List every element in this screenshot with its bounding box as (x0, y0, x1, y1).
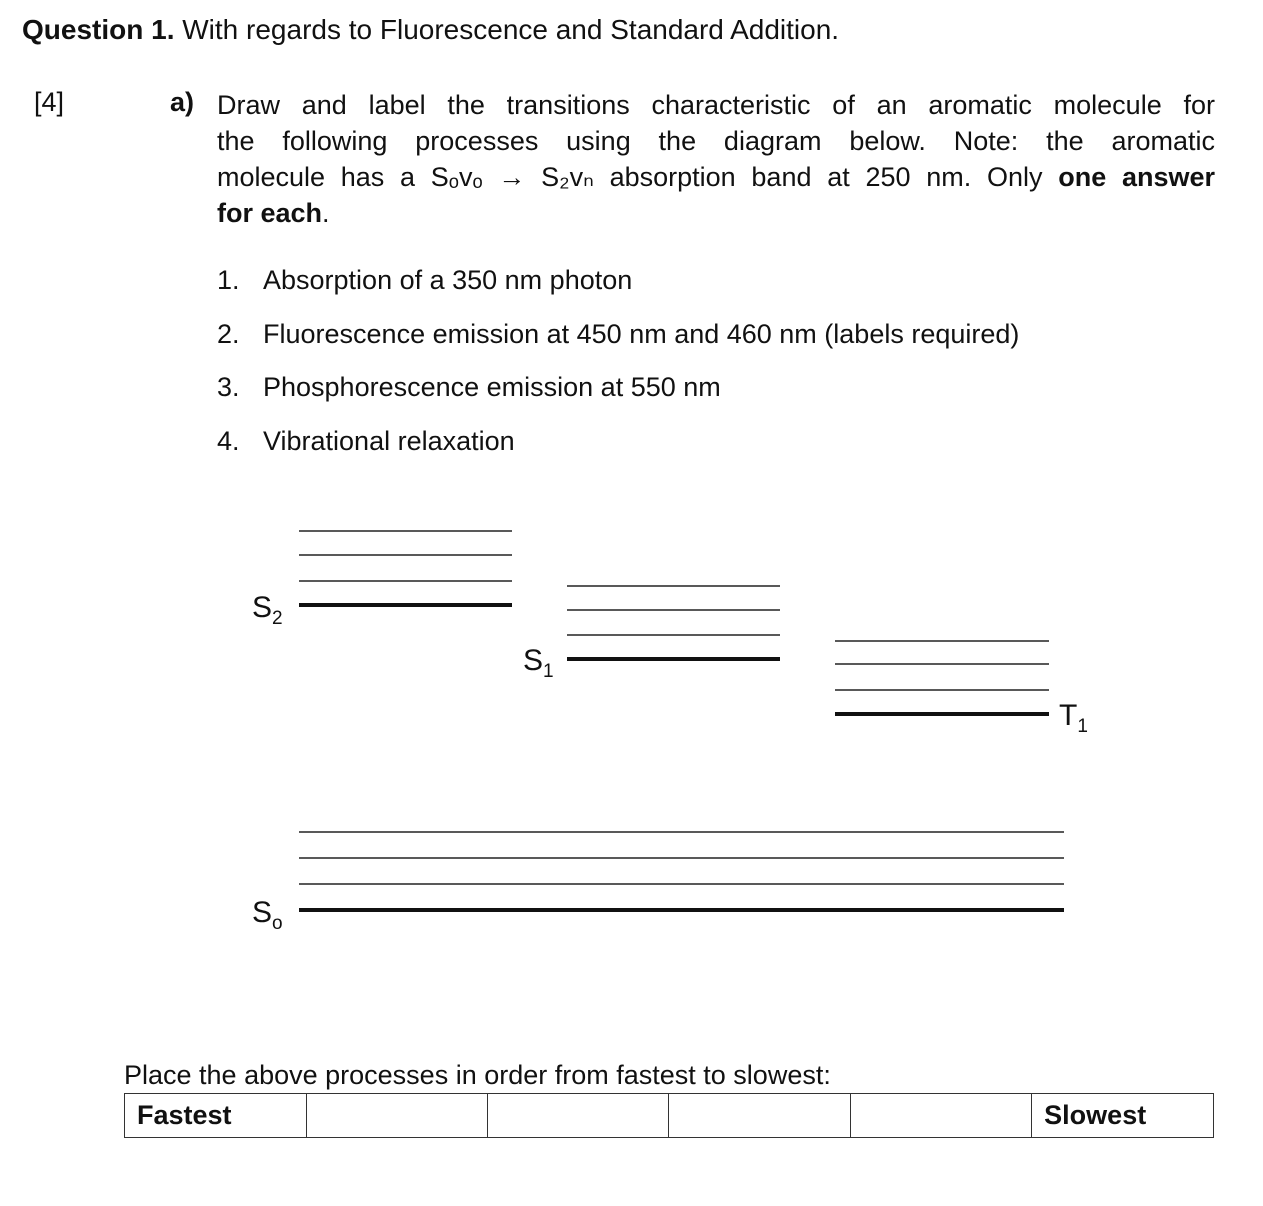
ordering-table (124, 1093, 1214, 1138)
process-number: 2. (217, 319, 240, 349)
t1-label: $T_1$ (1059, 699, 1088, 737)
ordering-cell-slowest: Slowest (1032, 1094, 1214, 1138)
ordering-row (125, 1094, 1214, 1138)
ordering-prompt: Place the above processes in order from fastest to slowest: (124, 1060, 831, 1090)
instruction-line-1: Draw and label the transitions characteristic of an aromatic molecule for (217, 90, 1215, 120)
ordering-cell-blank-2[interactable] (488, 1094, 669, 1138)
s0-label: $S_o$ (252, 896, 283, 934)
ordering-cell-blank-1[interactable] (306, 1094, 487, 1138)
part-a-label: a) (170, 87, 195, 117)
process-text: Vibrational relaxation (263, 426, 515, 456)
question-heading (22, 14, 839, 46)
s1-label: $S_1$ (523, 644, 554, 682)
ordering-cell-fastest: Fastest (125, 1094, 307, 1138)
instruction-period: . (322, 198, 330, 228)
part-a-instructions (217, 87, 1215, 231)
process-item-3 (217, 372, 721, 403)
process-text: Absorption of a 350 nm photon (263, 265, 633, 295)
instruction-bold-one-answer: one answer (1058, 162, 1215, 192)
process-item-2 (217, 319, 1019, 350)
question-number: Question 1. (22, 14, 175, 45)
process-number: 1. (217, 265, 240, 295)
instruction-line-3-text: molecule has a Sₒvₒ → S₂vₙ absorption band at 250 nm. Only (217, 162, 1043, 192)
question-title: With regards to Fluorescence and Standard Addition. (182, 14, 840, 45)
marks-label: [4] (34, 87, 65, 117)
s2-label: $S_2$ (252, 591, 283, 629)
instruction-line-4 (217, 195, 1215, 231)
process-item-4 (217, 426, 515, 457)
process-number: 3. (217, 372, 240, 402)
instruction-line-2: the following processes using the diagram below. Note: the aromatic (217, 126, 1215, 156)
ordering-cell-blank-3[interactable] (669, 1094, 850, 1138)
ordering-cell-blank-4[interactable] (850, 1094, 1031, 1138)
instruction-line-3 (217, 159, 1215, 195)
process-text: Fluorescence emission at 450 nm and 460 nm (labels required) (263, 319, 1020, 349)
process-text: Phosphorescence emission at 550 nm (263, 372, 721, 402)
instruction-bold-for-each: for each (217, 198, 323, 228)
process-number: 4. (217, 426, 240, 456)
process-item-1 (217, 265, 632, 296)
